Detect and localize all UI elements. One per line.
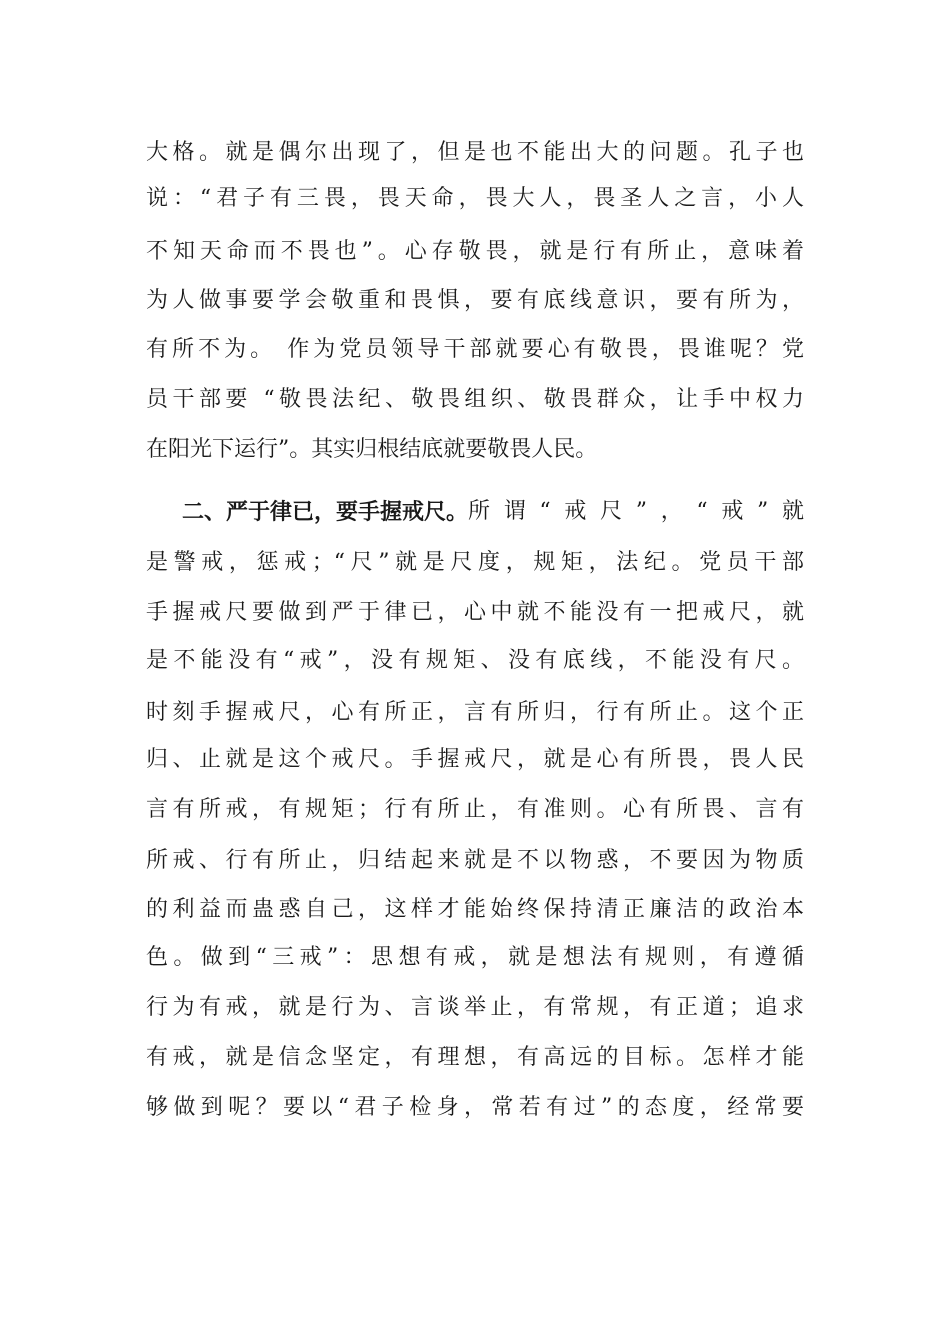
paragraph-2-line: 所戒、行有所止，归结起来就是不以物惑，不要因为物质 <box>146 848 804 873</box>
paragraph-1-line: 不知天命而不畏也”。心存敬畏，就是行有所止，意味着 <box>146 239 804 264</box>
paragraph-2-line: 色。做到“三戒”：思想有戒，就是想法有规则，有遵循 <box>146 945 804 970</box>
paragraph-1-line: 大格。就是偶尔出现了，但是也不能出大的问题。孔子也 <box>146 140 804 165</box>
paragraph-1-line: 有所不为。 作为党员领导干部就要心有敬畏，畏谁呢？党 <box>146 337 804 362</box>
paragraph-2-line: 言有所戒，有规矩；行有所止，有准则。心有所畏、言有 <box>146 797 804 822</box>
paragraph-2-line: 归、止就是这个戒尺。手握戒尺，就是心有所畏，畏人民 <box>146 747 804 772</box>
paragraph-1-line: 为人做事要学会敬重和畏惧，要有底线意识，要有所为， <box>146 288 804 313</box>
paragraph-2-line: 是不能没有“戒”，没有规矩、没有底线，不能没有尺。 <box>146 648 804 673</box>
paragraph-2-line: 是警戒，惩戒；“尺”就是尺度，规矩，法纪。党员干部 <box>146 550 804 575</box>
paragraph-2-first-line <box>182 497 804 527</box>
paragraph-2-first-line-text: 所谓“戒尺”，“戒”就 <box>468 499 804 524</box>
paragraph-1-line: 说：“君子有三畏，畏天命，畏大人，畏圣人之言，小人 <box>146 186 804 211</box>
paragraph-2-line: 时刻手握戒尺，心有所正，言有所归，行有所止。这个正 <box>146 700 804 725</box>
section-heading: 二、严于律已，要手握戒尺。 <box>182 499 469 525</box>
paragraph-2-line: 够做到呢？要以“君子检身，常若有过”的态度，经常要 <box>146 1095 804 1120</box>
paragraph-2-line: 行为有戒，就是行为、言谈举止，有常规，有正道；追求 <box>146 995 804 1020</box>
paragraph-2-line: 手握戒尺要做到严于律已，心中就不能没有一把戒尺，就 <box>146 600 804 625</box>
paragraph-1-line: 员干部要 “敬畏法纪、敬畏组织、敬畏群众，让手中权力 <box>146 387 804 412</box>
paragraph-2-line: 有戒，就是信念坚定，有理想，有高远的目标。怎样才能 <box>146 1045 804 1070</box>
paragraph-1-line: 在阳光下运行”。其实归根结底就要敬畏人民。 <box>146 437 598 462</box>
paragraph-2-line: 的利益而蛊惑自己，这样才能始终保持清正廉洁的政治本 <box>146 897 804 922</box>
